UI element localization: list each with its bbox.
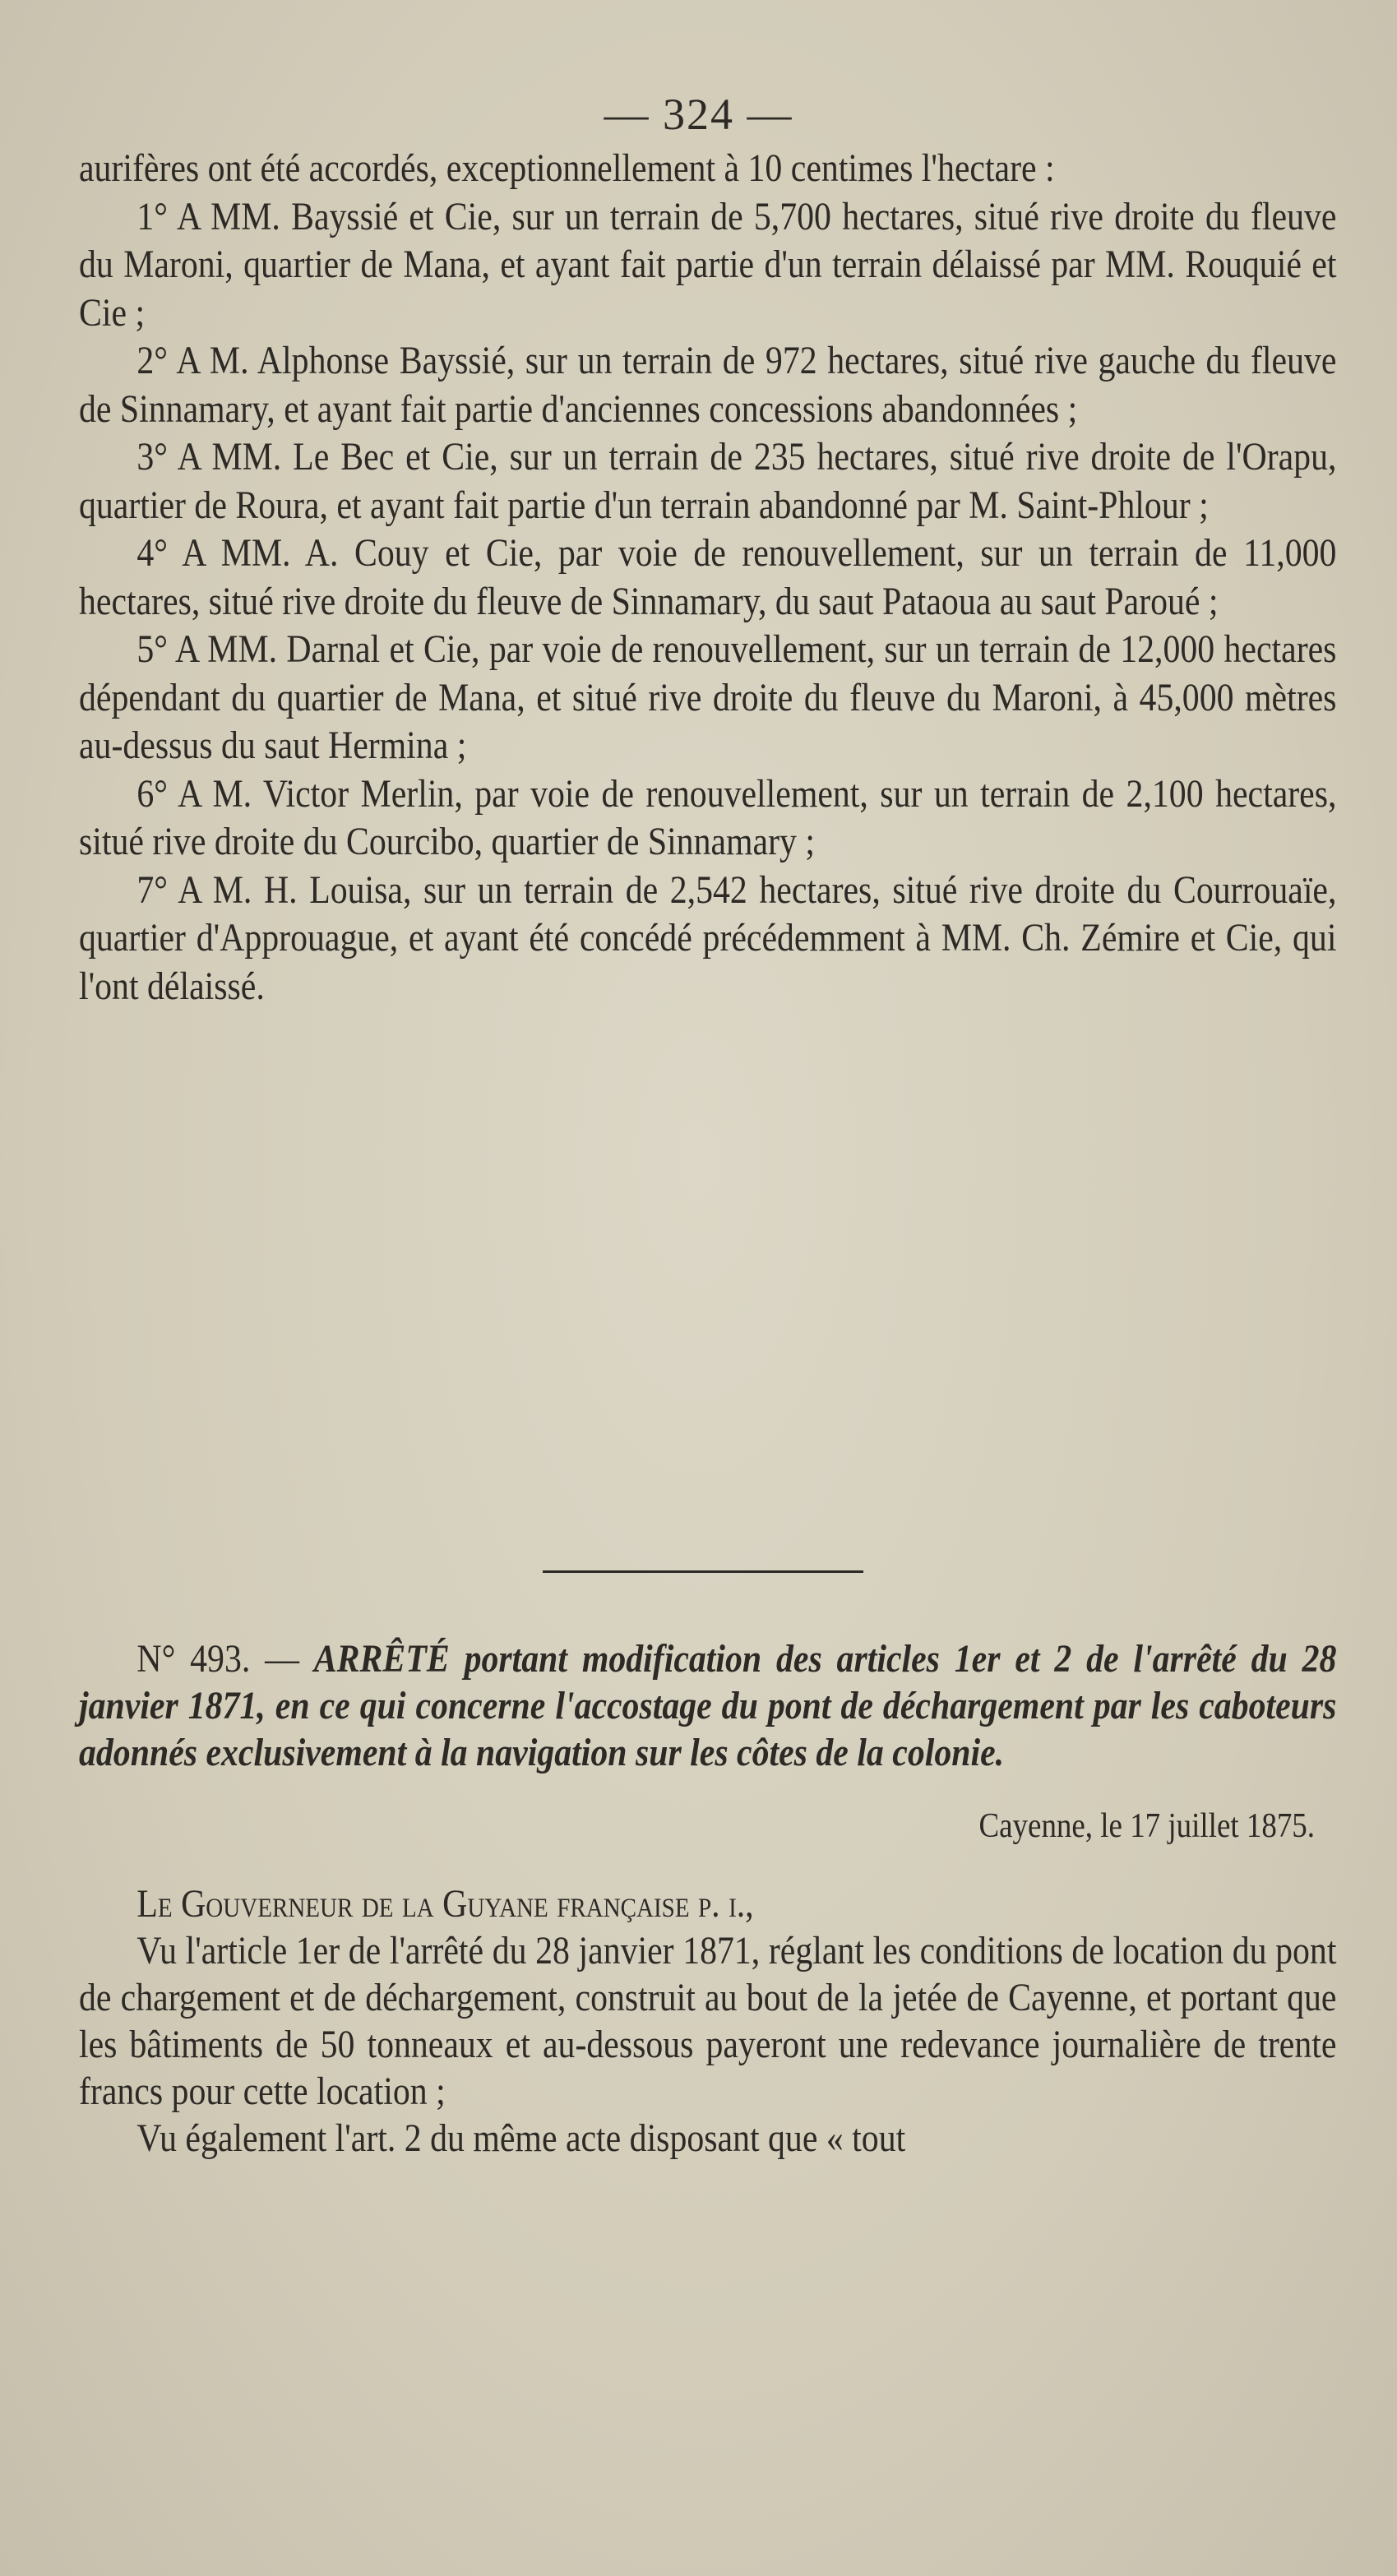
governor-line: Le Gouverneur de la Guyane française p. i., (136, 1883, 754, 1926)
list-item: 2° A M. Alphonse Bayssié, sur un terrain de 972 hectares, situé rive gauche du fleuve de Sinnamary, et ayant fait partie d'anciennes concessions abandonnées ; (79, 340, 1337, 431)
list-item: 1° A MM. Bayssié et Cie, sur un terrain de 5,700 hectares, situé rive droite du fleuve du Maroni, quartier de Mana, et ayant fait partie d'un terrain délaissé par MM. Rouquié et Cie ; (79, 195, 1337, 335)
decree-title: ARRÊTÉ portant modification des articles 1er et 2 de l'arrêté du 28 janvier 1871, en ce qui concerne l'accostage du pont de déchargement par les caboteurs adonnés exclusivement à la navigation sur les côtes de la colonie. (79, 1638, 1337, 1774)
list-item: 4° A MM. A. Couy et Cie, par voie de renouvellement, sur un terrain de 11,000 hectares, situé rive droite du fleuve de Sinnamary, du saut Pataoua au saut Paroué ; (79, 532, 1337, 623)
list-item: 7° A M. H. Louisa, sur un terrain de 2,542 hectares, situé rive droite du Courrouaïe, quartier d'Approuague, et ayant été concédé précédemment à MM. Ch. Zémire et Cie, qui l'ont délaissé. (79, 868, 1337, 1008)
list-item: 3° A MM. Le Bec et Cie, sur un terrain de 235 hectares, situé rive droite de l'Orapu, quartier de Roura, et ayant fait partie d'un terrain abandonné par M. Saint-Phlour ; (79, 436, 1337, 527)
intro-paragraph: aurifères ont été accordés, exceptionnellement à 10 centimes l'hectare : (79, 147, 1055, 190)
list-item: 6° A M. Victor Merlin, par voie de renouvellement, sur un terrain de 2,100 hectares, situé rive droite du Courcibo, quartier de Sinnamary ; (79, 772, 1337, 863)
considerant: Vu l'article 1er de l'arrêté du 28 janvier 1871, réglant les conditions de location du pont de chargement et de déchargement, construit au bout de la jetée de Cayenne, et portant que les bâtiments de 50 tonneaux et au-dessous payeront une redevance journalière de trente francs pour cette location ; (79, 1930, 1337, 2113)
considerant: Vu également l'art. 2 du même acte disposant que « tout (136, 2117, 906, 2160)
section-divider (543, 1570, 863, 1573)
page-number: — 324 — (604, 90, 793, 139)
decree-section (79, 1636, 1336, 2162)
decree-number: N° 493. — (136, 1638, 299, 1681)
concessions-list (79, 145, 1336, 1011)
decree-heading (79, 1636, 1336, 1777)
list-item: 5° A MM. Darnal et Cie, par voie de renouvellement, sur un terrain de 12,000 hectares dépendant du quartier de Mana, et situé rive droite du fleuve du Maroni, à 45,000 mètres au-dessus du saut Hermina ; (79, 628, 1337, 767)
place-date: Cayenne, le 17 juillet 1875. (978, 1807, 1316, 1845)
